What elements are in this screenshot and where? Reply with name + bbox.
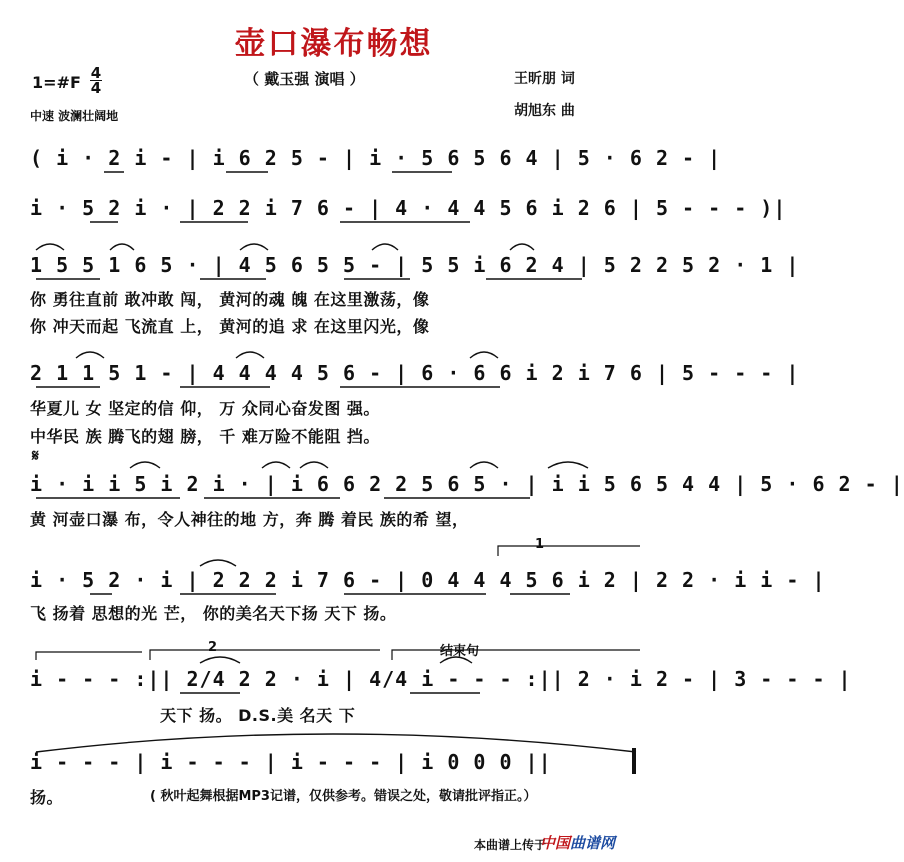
song-title: 壶口瀑布畅想 [234,26,433,62]
tempo-marking: 中速 波澜壮阔地 [30,109,119,123]
transcription-note: ( 秋叶起舞根据MP3记谱，仅供参考。错误之处，敬请批评指正。） [150,789,537,804]
lyric-line: 黄 河壶口瀑 布，令人神往的地 方，奔 腾 着民 族的希 望， [30,510,469,529]
notation-row: ( i · 2 i - | i 6 2 5 - | i · 5 6 5 6 4 | 5 · 6 2 - | [30,146,722,170]
notation-row: i - - - | i - - - | i - - - | i 0 0 0 || [30,750,552,774]
lyric-line: 扬。 [30,788,64,807]
lyric-line: 华夏儿 女 坚定的信 仰， 万 众同心奋发图 强。 [30,399,380,418]
singer-credit: （ 戴玉强 演唱 ） [244,70,365,88]
composer-credit: 胡旭东 曲 [514,103,575,119]
volta-1-label: 1 [535,537,545,552]
footer-upload-text: 本曲谱上传于 [474,838,547,852]
volta-2-label: 2 [208,640,218,655]
notation-row: i · 5 2 i · | 2 2 i 7 6 - | 4 · 4 4 5 6 i 2 6 | 5 - - - )| [30,196,787,220]
ending-label: 结束句 [440,644,480,659]
meter-top: 4 [90,64,102,82]
segno-sign: 𝄋 [32,446,39,465]
lyric-line: 中华民 族 腾飞的翅 膀， 千 难万险不能阻 挡。 [30,427,380,446]
notation-row: i · i i 5 i 2 i · | i 6 6 2 2 5 6 5 · | i i 5 6 5 4 4 | 5 · 6 2 - | [30,472,904,496]
logo-blue-text: 曲谱网 [570,834,616,852]
lyric-line: 你 勇往直前 敢冲敢 闯， 黄河的魂 魄 在这里激荡，像 [30,290,430,309]
notation-row: 2 1 1 5 1 - | 4 4 4 4 5 6 - | 6 · 6 6 i 2 i 7 6 | 5 - - - | [30,361,800,385]
logo-red-text: 中国 [540,834,571,852]
lyric-line: 飞 扬着 思想的光 芒， 你的美名天下扬 天下 扬。 [30,604,397,623]
lyric-line: 你 冲天而起 飞流直 上， 黄河的追 求 在这里闪光，像 [30,317,430,336]
lyricist-credit: 王昕朋 词 [514,71,575,87]
notation-row: i - - - :|| 2/4 2 2 · i | 4/4 i - - - :|| 2 · i 2 - | 3 - - - | [30,667,852,691]
key-signature: 1=#F [32,73,81,92]
meter-bottom: 4 [90,79,102,97]
notation-row: 1 5 5 1 6 5 · | 4 5 6 5 5 - | 5 5 i 6 2 4 | 5 2 2 5 2 · 1 | [30,253,800,277]
lyric-line: 天下 扬。 D.S.美 名天 下 [160,706,356,725]
notation-row: i · 5 2 · i | 2 2 2 i 7 6 - | 0 4 4 4 5 6 i 2 | 2 2 · i i - | [30,568,826,592]
